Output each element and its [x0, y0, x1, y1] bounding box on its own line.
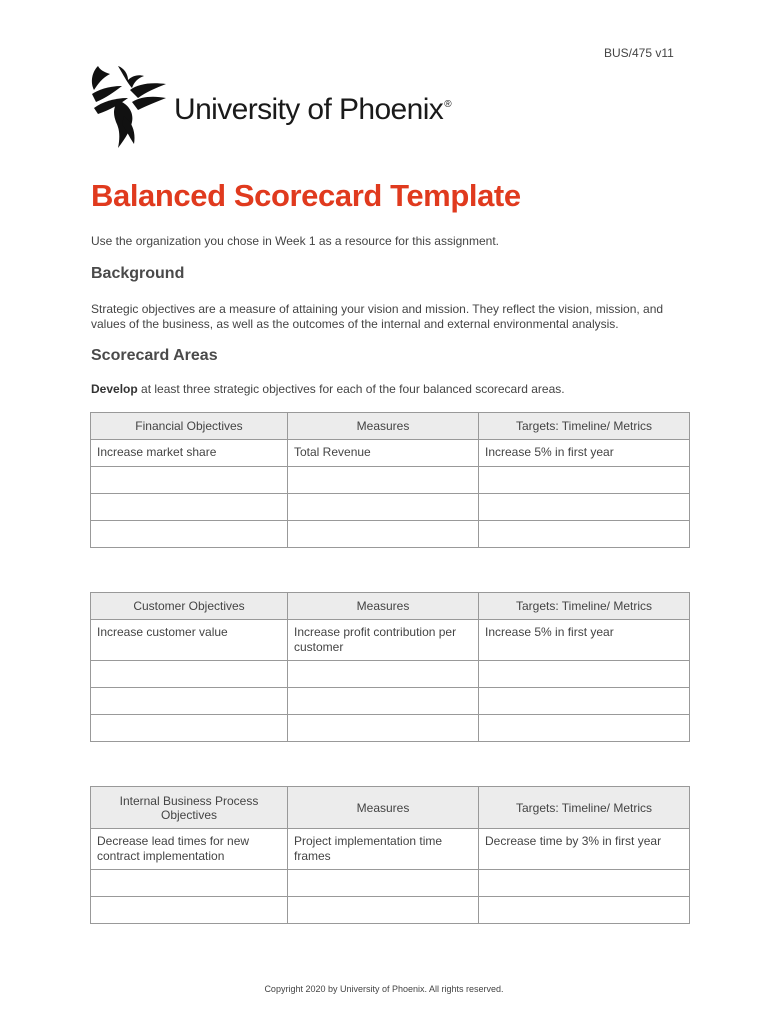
table-cell[interactable]: Decrease lead times for new contract implementation	[91, 829, 288, 870]
table-cell[interactable]	[479, 494, 690, 521]
table-cell[interactable]	[91, 661, 288, 688]
table-cell[interactable]	[288, 521, 479, 548]
table-cell[interactable]	[288, 715, 479, 742]
table-row	[91, 688, 690, 715]
column-header: Measures	[288, 593, 479, 620]
table-row	[91, 661, 690, 688]
table-row	[91, 829, 690, 870]
table-cell[interactable]: Total Revenue	[288, 440, 479, 467]
background-text: Strategic objectives are a measure of attaining your vision and mission. They reflect the vision, mission, and values of the business, as well as the outcomes of the internal and external environmental analysis.	[91, 302, 664, 331]
table-cell[interactable]: Project implementation time frames	[288, 829, 479, 870]
table-row	[91, 897, 690, 924]
table-cell[interactable]: Increase profit contribution per customer	[288, 620, 479, 661]
table-cell[interactable]	[288, 467, 479, 494]
customer-objectives-table	[90, 592, 690, 742]
table-cell[interactable]	[91, 521, 288, 548]
background-heading: Background	[91, 265, 185, 282]
table-cell[interactable]	[479, 521, 690, 548]
intro-text: Use the organization you chose in Week 1 as a resource for this assignment.	[91, 234, 499, 248]
table-cell[interactable]: Increase 5% in first year	[479, 620, 690, 661]
table-cell[interactable]	[479, 467, 690, 494]
copyright-footer: Copyright 2020 by University of Phoenix. All rights reserved.	[264, 984, 504, 994]
table-row	[91, 870, 690, 897]
table-row	[91, 620, 690, 661]
column-header: Targets: Timeline/ Metrics	[479, 413, 690, 440]
column-header: Internal Business Process Objectives	[91, 787, 288, 829]
column-header: Targets: Timeline/ Metrics	[479, 787, 690, 829]
page-title: Balanced Scorecard Template	[91, 178, 521, 213]
develop-instruction	[91, 382, 565, 397]
table-cell[interactable]: Increase market share	[91, 440, 288, 467]
table-cell[interactable]	[479, 715, 690, 742]
table-cell[interactable]: Increase customer value	[91, 620, 288, 661]
registered-mark: ®	[444, 99, 451, 110]
table-header-row	[91, 413, 690, 440]
table-cell[interactable]: Decrease time by 3% in first year	[479, 829, 690, 870]
table-cell[interactable]	[91, 715, 288, 742]
table-cell[interactable]	[479, 688, 690, 715]
financial-objectives-table	[90, 412, 690, 548]
university-logo	[88, 60, 451, 152]
scorecard-areas-heading: Scorecard Areas	[91, 347, 218, 364]
table-cell[interactable]	[479, 897, 690, 924]
document-code: BUS/475 v11	[604, 46, 674, 60]
phoenix-bird-icon	[88, 60, 168, 152]
table-cell[interactable]	[91, 494, 288, 521]
column-header: Targets: Timeline/ Metrics	[479, 593, 690, 620]
table-cell[interactable]	[91, 688, 288, 715]
logo-wordmark	[174, 93, 451, 127]
column-header: Measures	[288, 787, 479, 829]
table-cell[interactable]	[91, 897, 288, 924]
table-row	[91, 467, 690, 494]
column-header: Financial Objectives	[91, 413, 288, 440]
develop-rest: at least three strategic objectives for each of the four balanced scorecard areas.	[137, 382, 565, 396]
column-header: Customer Objectives	[91, 593, 288, 620]
table-cell[interactable]	[288, 688, 479, 715]
table-header-row	[91, 593, 690, 620]
internal-process-objectives-table	[90, 786, 690, 924]
table-header-row	[91, 787, 690, 829]
table-cell[interactable]: Increase 5% in first year	[479, 440, 690, 467]
column-header: Measures	[288, 413, 479, 440]
table-row	[91, 440, 690, 467]
develop-bold: Develop	[91, 382, 138, 396]
table-row	[91, 715, 690, 742]
table-cell[interactable]	[288, 494, 479, 521]
table-cell[interactable]	[288, 897, 479, 924]
logo-text: University of Phoenix	[174, 93, 444, 126]
table-cell[interactable]	[91, 467, 288, 494]
table-cell[interactable]	[288, 661, 479, 688]
table-row	[91, 494, 690, 521]
table-row	[91, 521, 690, 548]
table-cell[interactable]	[288, 870, 479, 897]
table-cell[interactable]	[91, 870, 288, 897]
table-cell[interactable]	[479, 870, 690, 897]
table-cell[interactable]	[479, 661, 690, 688]
